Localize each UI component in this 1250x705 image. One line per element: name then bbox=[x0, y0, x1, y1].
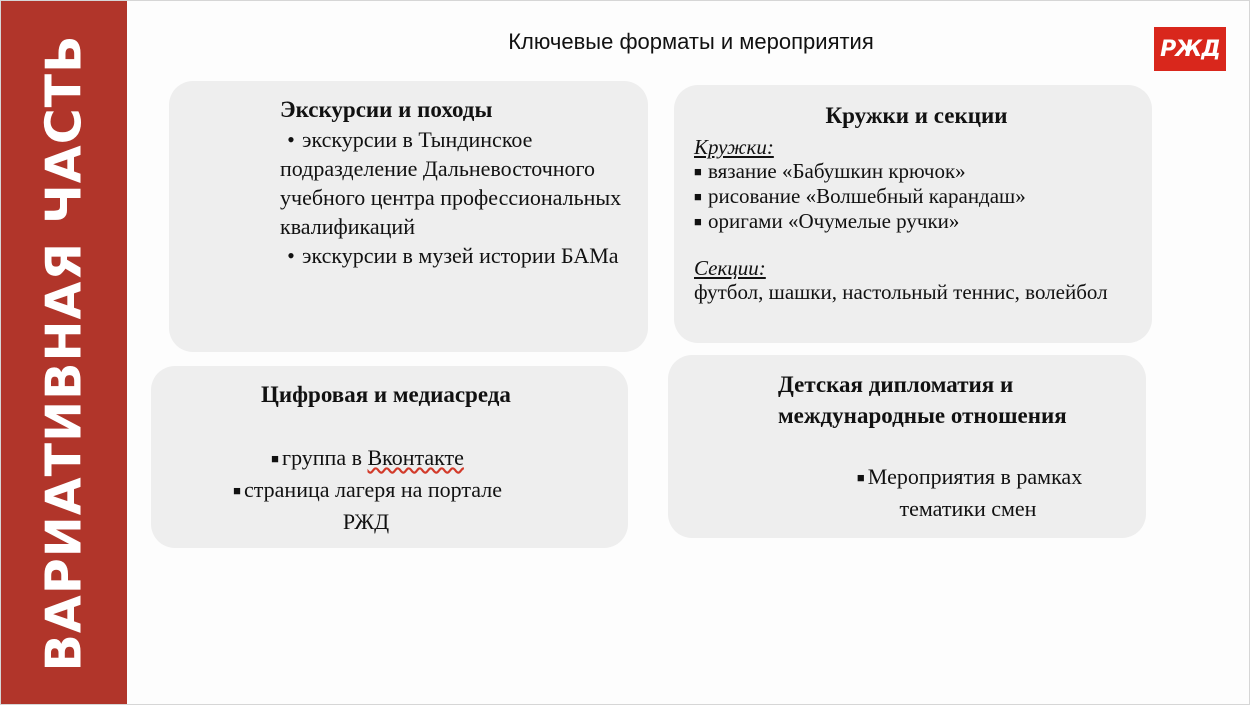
card-clubs bbox=[674, 85, 1152, 343]
card-digital-heading: Цифровая и медиасреда bbox=[261, 382, 511, 407]
list-item: ■ оригами «Очумелые ручки» bbox=[694, 209, 960, 233]
list-item: ■ рисование «Волшебный карандаш» bbox=[694, 184, 1026, 208]
card-digital bbox=[151, 366, 628, 548]
square-bullet-icon: ■ bbox=[271, 451, 279, 466]
bullet-icon: • bbox=[287, 243, 295, 268]
square-bullet-icon: ■ bbox=[694, 214, 702, 229]
bullet-icon: • bbox=[287, 127, 295, 152]
rzd-logo-text: РЖД bbox=[1160, 36, 1220, 62]
sections-label: Секции: bbox=[694, 256, 766, 280]
list-item: ■ Мероприятия в рамках bbox=[798, 461, 1138, 493]
vk-link[interactable]: Вконтакте bbox=[367, 445, 464, 470]
square-bullet-icon: ■ bbox=[233, 483, 241, 498]
list-item: ■ страница лагеря на портале bbox=[71, 474, 661, 506]
card-excursions-heading: Экскурсии и походы bbox=[280, 97, 493, 122]
square-bullet-icon: ■ bbox=[694, 189, 702, 204]
rzd-logo bbox=[1154, 27, 1226, 71]
side-label: ВАРИАТИВНАЯ ЧАСТЬ bbox=[35, 34, 93, 672]
square-bullet-icon: ■ bbox=[694, 164, 702, 179]
card-diplomacy-heading: Детская дипломатия и международные отношения bbox=[778, 372, 1067, 428]
list-item: • экскурсии в музей истории БАМа bbox=[280, 241, 625, 270]
card-excursions bbox=[169, 81, 648, 352]
list-item-continuation: РЖД bbox=[342, 509, 390, 534]
card-diplomacy bbox=[668, 355, 1146, 538]
list-item: • экскурсии в Тындинское подразделение Дальневосточного учебного центра профессиональных квалификаций bbox=[280, 127, 622, 239]
card-clubs-heading: Кружки и секции bbox=[825, 103, 1008, 128]
list-item: ■ вязание «Бабушкин крючок» bbox=[694, 159, 966, 183]
side-band bbox=[1, 1, 127, 705]
square-bullet-icon: ■ bbox=[856, 470, 865, 485]
sections-text: футбол, шашки, настольный теннис, волейбол bbox=[694, 280, 1108, 304]
clubs-label: Кружки: bbox=[694, 135, 774, 159]
list-item: ■ группа в Вконтакте bbox=[71, 442, 661, 474]
slide-title: Ключевые форматы и мероприятия bbox=[508, 29, 874, 54]
list-item-continuation: тематики смен bbox=[899, 496, 1037, 521]
